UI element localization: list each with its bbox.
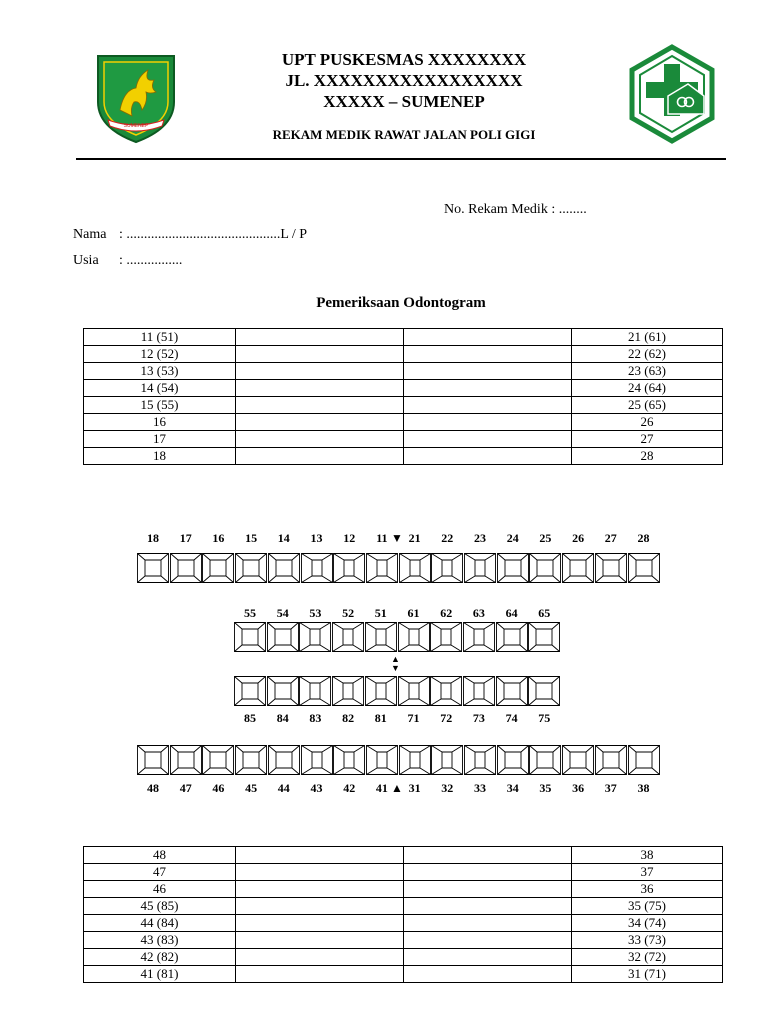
tooth-number-cell: 23 (63) <box>572 363 723 380</box>
tooth-diagram[interactable] <box>529 553 561 583</box>
notes-cell[interactable] <box>236 881 404 898</box>
tooth-number-label: 11 <box>376 531 388 545</box>
tooth-number-label: 74 <box>505 711 518 725</box>
table-row <box>84 448 723 465</box>
notes-cell[interactable] <box>236 414 404 431</box>
table-row <box>84 329 723 346</box>
tooth-number-cell: 25 (65) <box>572 397 723 414</box>
tooth-diagram[interactable] <box>301 553 333 583</box>
notes-cell[interactable] <box>236 898 404 915</box>
notes-cell[interactable] <box>236 363 404 380</box>
tooth-number-cell: 37 <box>572 864 723 881</box>
tooth-diagram[interactable] <box>463 676 495 706</box>
tooth-number-cell: 43 (83) <box>84 932 236 949</box>
tooth-diagram[interactable] <box>366 745 398 775</box>
tooth-number-label: 84 <box>276 711 289 725</box>
tooth-number-cell: 31 (71) <box>572 966 723 983</box>
tooth-diagram[interactable] <box>170 745 202 775</box>
tooth-number-label: 61 <box>407 606 420 620</box>
tooth-number-label: 41 <box>375 781 388 795</box>
header-line-3: XXXXX – SUMENEP <box>323 92 485 111</box>
svg-text:SUMENEP: SUMENEP <box>123 123 149 129</box>
tooth-diagram[interactable] <box>234 622 266 652</box>
tooth-number-cell: 27 <box>572 431 723 448</box>
tooth-number-label: 37 <box>604 781 617 795</box>
tooth-diagram[interactable] <box>431 745 463 775</box>
rekam-medik-field: No. Rekam Medik : ........ <box>444 202 587 217</box>
table-row <box>84 864 723 881</box>
table-row <box>84 898 723 915</box>
odontogram-table-lower <box>83 846 723 983</box>
tooth-number-cell: 13 (53) <box>84 363 236 380</box>
tooth-diagram[interactable] <box>529 745 561 775</box>
tooth-number-cell: 28 <box>572 448 723 465</box>
header-line-2: JL. XXXXXXXXXXXXXXXXX <box>285 71 523 90</box>
tooth-number-label: 16 <box>212 531 225 545</box>
tooth-number-label: 65 <box>538 606 551 620</box>
tooth-diagram[interactable] <box>332 676 364 706</box>
notes-cell[interactable] <box>404 431 572 448</box>
notes-cell[interactable] <box>236 847 404 864</box>
tooth-number-cell: 36 <box>572 881 723 898</box>
table-row <box>84 847 723 864</box>
tooth-number-cell: 24 (64) <box>572 380 723 397</box>
tooth-diagram[interactable] <box>628 745 660 775</box>
notes-cell[interactable] <box>404 363 572 380</box>
notes-cell[interactable] <box>404 915 572 932</box>
table-row <box>84 397 723 414</box>
tooth-number-cell: 14 (54) <box>84 380 236 397</box>
tooth-number-label: 71 <box>407 711 420 725</box>
tooth-number-label: 32 <box>441 781 454 795</box>
notes-cell[interactable] <box>236 380 404 397</box>
tooth-diagram[interactable] <box>464 553 496 583</box>
notes-cell[interactable] <box>404 949 572 966</box>
tooth-diagram[interactable] <box>399 553 431 583</box>
tooth-diagram[interactable] <box>365 622 397 652</box>
usia-field <box>73 253 182 269</box>
tooth-number-label: 81 <box>374 711 387 725</box>
notes-cell[interactable] <box>236 448 404 465</box>
puskesmas-logo <box>628 44 716 144</box>
tooth-diagram[interactable] <box>332 622 364 652</box>
tooth-diagram[interactable] <box>399 745 431 775</box>
tooth-number-cell: 33 (73) <box>572 932 723 949</box>
notes-cell[interactable] <box>236 915 404 932</box>
notes-cell[interactable] <box>404 932 572 949</box>
tooth-number-label: 27 <box>604 531 617 545</box>
tooth-number-label: 42 <box>343 781 356 795</box>
tooth-diagram[interactable] <box>235 745 267 775</box>
tooth-number-label: 82 <box>342 711 355 725</box>
notes-cell[interactable] <box>404 898 572 915</box>
table-row <box>84 932 723 949</box>
tooth-number-label: 53 <box>309 606 322 620</box>
notes-cell[interactable] <box>236 397 404 414</box>
tooth-number-label: 33 <box>474 781 486 795</box>
tooth-number-cell: 47 <box>84 864 236 881</box>
tooth-diagram[interactable] <box>595 553 627 583</box>
tooth-number-cell: 45 (85) <box>84 898 236 915</box>
tooth-diagram[interactable] <box>595 745 627 775</box>
tooth-number-label: 63 <box>472 606 485 620</box>
header-divider <box>76 158 726 160</box>
tooth-number-label: 22 <box>441 531 454 545</box>
tooth-diagram[interactable] <box>366 553 398 583</box>
notes-cell[interactable] <box>236 329 404 346</box>
tooth-number-label: 64 <box>505 606 518 620</box>
midline-arrow-down-icon: ▼ <box>391 531 403 545</box>
table-row <box>84 431 723 448</box>
tooth-number-label: 28 <box>637 531 650 545</box>
tooth-number-label: 52 <box>342 606 355 620</box>
tooth-diagram[interactable] <box>528 676 560 706</box>
tooth-diagram[interactable] <box>235 553 267 583</box>
table-row <box>84 414 723 431</box>
nama-field <box>73 227 307 243</box>
tooth-number-cell: 46 <box>84 881 236 898</box>
tooth-diagram[interactable] <box>267 676 299 706</box>
tooth-number-label: 35 <box>539 781 552 795</box>
tooth-number-label: 83 <box>309 711 322 725</box>
tooth-diagram[interactable] <box>202 745 234 775</box>
usia-label: Usia <box>73 253 99 268</box>
notes-cell[interactable] <box>404 966 572 983</box>
tooth-number-cell: 44 (84) <box>84 915 236 932</box>
tooth-number-label: 36 <box>572 781 585 795</box>
tooth-number-label: 54 <box>276 606 289 620</box>
odontogram-table-upper <box>83 328 723 465</box>
tooth-diagram[interactable] <box>202 553 234 583</box>
tooth-number-label: 48 <box>147 781 159 795</box>
form-subtitle: REKAM MEDIK RAWAT JALAN POLI GIGI <box>272 127 536 142</box>
tooth-diagram[interactable] <box>299 676 331 706</box>
tooth-number-label: 85 <box>244 711 256 725</box>
tooth-number-label: 26 <box>572 531 585 545</box>
table-row <box>84 346 723 363</box>
tooth-diagram[interactable] <box>430 622 462 652</box>
tooth-number-label: 38 <box>637 781 650 795</box>
tooth-number-label: 17 <box>179 531 192 545</box>
midline-arrow-updown-icon: ▲▼ <box>391 654 400 673</box>
table-row <box>84 881 723 898</box>
notes-cell[interactable] <box>404 847 572 864</box>
tooth-number-label: 21 <box>408 531 421 545</box>
tooth-number-cell: 11 (51) <box>84 329 236 346</box>
tooth-diagram[interactable] <box>234 676 266 706</box>
table-row <box>84 363 723 380</box>
tooth-diagram[interactable] <box>170 553 202 583</box>
tooth-number-label: 44 <box>277 781 290 795</box>
notes-cell[interactable] <box>404 397 572 414</box>
notes-cell[interactable] <box>404 380 572 397</box>
tooth-diagram[interactable] <box>430 676 462 706</box>
tooth-number-cell: 41 (81) <box>84 966 236 983</box>
tooth-diagram[interactable] <box>398 676 430 706</box>
tooth-number-cell: 32 (72) <box>572 949 723 966</box>
notes-cell[interactable] <box>236 346 404 363</box>
tooth-diagram[interactable] <box>463 622 495 652</box>
table-row <box>84 915 723 932</box>
tooth-number-cell: 18 <box>84 448 236 465</box>
nama-label: Nama <box>73 227 107 242</box>
tooth-number-label: 51 <box>374 606 387 620</box>
tooth-number-label: 31 <box>408 781 421 795</box>
tooth-number-cell: 35 (75) <box>572 898 723 915</box>
tooth-number-label: 75 <box>538 711 551 725</box>
tooth-diagram[interactable] <box>268 553 300 583</box>
tooth-diagram[interactable] <box>268 745 300 775</box>
tooth-diagram[interactable] <box>333 553 365 583</box>
tooth-diagram[interactable] <box>398 622 430 652</box>
tooth-number-label: 13 <box>310 531 323 545</box>
tooth-diagram[interactable] <box>301 745 333 775</box>
tooth-number-label: 62 <box>440 606 453 620</box>
tooth-diagram[interactable] <box>137 553 169 583</box>
notes-cell[interactable] <box>236 932 404 949</box>
tooth-number-label: 12 <box>343 531 356 545</box>
notes-cell[interactable] <box>236 966 404 983</box>
tooth-diagram[interactable] <box>562 553 594 583</box>
header-line-1: UPT PUSKESMAS XXXXXXXX <box>281 50 527 69</box>
sumenep-shield-logo <box>94 50 178 144</box>
tooth-diagram[interactable] <box>496 676 528 706</box>
tooth-number-label: 24 <box>506 531 519 545</box>
tooth-number-label: 14 <box>277 531 290 545</box>
notes-cell[interactable] <box>404 881 572 898</box>
tooth-number-cell: 16 <box>84 414 236 431</box>
nama-value: : ............................................L / P <box>119 227 308 242</box>
tooth-diagram[interactable] <box>267 622 299 652</box>
tooth-number-cell: 48 <box>84 847 236 864</box>
tooth-number-cell: 38 <box>572 847 723 864</box>
tooth-diagram[interactable] <box>137 745 169 775</box>
tooth-number-label: 55 <box>244 606 256 620</box>
tooth-number-label: 34 <box>506 781 519 795</box>
tooth-number-cell: 26 <box>572 414 723 431</box>
tooth-number-label: 18 <box>147 531 159 545</box>
tooth-diagram[interactable] <box>431 553 463 583</box>
tooth-number-cell: 12 (52) <box>84 346 236 363</box>
tooth-number-cell: 17 <box>84 431 236 448</box>
tooth-number-cell: 15 (55) <box>84 397 236 414</box>
table-row <box>84 949 723 966</box>
table-row <box>84 380 723 397</box>
midline-arrow-up-icon: ▲ <box>391 781 403 795</box>
tooth-number-label: 45 <box>245 781 258 795</box>
tooth-diagram[interactable] <box>497 553 529 583</box>
tooth-number-cell: 21 (61) <box>572 329 723 346</box>
tooth-number-label: 46 <box>212 781 225 795</box>
notes-cell[interactable] <box>236 431 404 448</box>
tooth-number-cell: 34 (74) <box>572 915 723 932</box>
notes-cell[interactable] <box>404 448 572 465</box>
tooth-number-label: 72 <box>440 711 453 725</box>
notes-cell[interactable] <box>404 864 572 881</box>
tooth-diagram[interactable] <box>497 745 529 775</box>
tooth-diagram[interactable] <box>464 745 496 775</box>
notes-cell[interactable] <box>236 864 404 881</box>
tooth-diagram[interactable] <box>496 622 528 652</box>
notes-cell[interactable] <box>404 329 572 346</box>
tooth-number-label: 15 <box>245 531 258 545</box>
notes-cell[interactable] <box>236 949 404 966</box>
tooth-number-label: 23 <box>474 531 486 545</box>
notes-cell[interactable] <box>404 346 572 363</box>
tooth-number-label: 25 <box>539 531 552 545</box>
section-title: Pemeriksaan Odontogram <box>316 295 486 311</box>
tooth-diagram[interactable] <box>528 622 560 652</box>
tooth-number-cell: 42 (82) <box>84 949 236 966</box>
tooth-diagram[interactable] <box>333 745 365 775</box>
tooth-diagram[interactable] <box>562 745 594 775</box>
tooth-number-label: 43 <box>310 781 323 795</box>
notes-cell[interactable] <box>404 414 572 431</box>
table-row <box>84 966 723 983</box>
tooth-diagram[interactable] <box>628 553 660 583</box>
tooth-number-label: 73 <box>472 711 485 725</box>
usia-value: : ................ <box>119 253 183 268</box>
tooth-number-cell: 22 (62) <box>572 346 723 363</box>
tooth-diagram[interactable] <box>299 622 331 652</box>
tooth-diagram[interactable] <box>365 676 397 706</box>
tooth-number-label: 47 <box>179 781 192 795</box>
